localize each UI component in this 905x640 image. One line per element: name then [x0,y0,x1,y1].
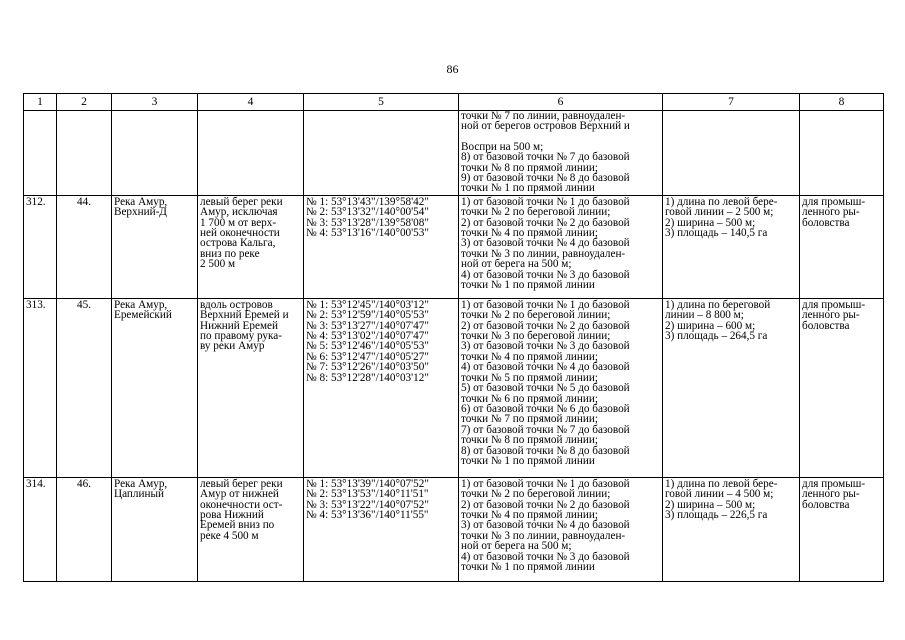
text-line: точки № 2 по береговой линии; [461,206,611,219]
text-line: 1) длина по левой бере- [665,477,778,490]
text-line: 9) от базовой точки № 8 до базовой [461,172,630,185]
text-line: точки № 6 по прямой линии; [461,392,598,405]
row-number: 312. [24,195,57,298]
text-line: 2) ширина – 600 м; [665,319,756,332]
text-line: 4) от базовой точки № 3 до базовой [461,268,630,281]
borders-description [459,195,663,298]
text-line: № 1: 53°12'45"/140°03'12" [306,298,429,311]
text-line: 4) от базовой точки № 4 до базовой [461,361,630,374]
text-line: 2) от базовой точки № 2 до базовой [461,319,630,332]
page-number: 86 [446,62,459,76]
area-size [663,298,800,477]
text-line: для промыш- [802,477,866,490]
text-line: 4) от базовой точки № 3 до базовой [461,550,630,563]
col-header-4: 4 [198,94,304,111]
text-line: 2) от базовой точки № 2 до базовой [461,498,630,511]
text-line: точки № 8 по прямой линии; [461,434,598,447]
text-line: точки № 7 по линии, равноудален- [461,110,626,122]
text-line: № 4: 53°13'36"/140°11'55" [306,509,429,522]
text-line: 2 500 м [200,258,236,271]
text-line: № 3: 53°13'27"/140°07'47" [306,319,429,332]
text-line: 1) от базовой точки № 1 до базовой [461,477,630,490]
col-header-6: 6 [459,94,663,111]
text-line: 3) от базовой точки № 4 до базовой [461,519,630,532]
text-line: боловства [802,319,850,332]
text-line: 6) от базовой точки № 6 до базовой [461,402,630,415]
text-line: № 4: 53°13'16"/140°00'53" [306,227,429,240]
area-size [663,477,800,581]
continuation-row [24,111,884,196]
cell [24,111,57,196]
text-line: Река Амур, [114,195,168,208]
cell [663,111,800,196]
text-line: точки № 2 по береговой линии; [461,309,611,322]
text-line: рова Нижний [200,509,264,522]
text-line: № 1: 53°13'39"/140°07'52" [306,477,429,490]
text-line: ной от берега на 500 м; [461,258,572,271]
text-line: Еремей вниз по [200,519,275,532]
text-line: говой линии – 4 500 м; [665,488,774,501]
text-line: вдоль островов [200,298,273,311]
text-line: острова Кальга, [200,237,276,250]
text-line: 2) ширина – 500 м; [665,216,756,229]
text-line: 1) длина по береговой [665,298,771,311]
text-line: точки № 5 по прямой линии; [461,371,598,384]
text-line: для промыш- [802,195,866,208]
text-line: левый берег реки [200,195,283,208]
area-purpose [800,195,884,298]
text-line: 3) от базовой точки № 3 до базовой [461,340,630,353]
text-line: ной от берега на 500 м; [461,540,572,553]
cell [57,111,112,196]
text-line: точки № 1 по прямой линии [461,561,595,574]
text-line: № 4: 53°13'02"/140°07'47" [306,330,429,343]
text-line: для промыш- [802,298,866,311]
table-row [24,195,884,298]
text-line: ленного ры- [802,206,860,219]
cell [112,111,198,196]
cell [304,111,459,196]
text-line: Река Амур, [114,298,168,311]
table-row [24,477,884,581]
text-line: 2) ширина – 500 м; [665,498,756,511]
text-line: левый берег реки [200,477,283,490]
text-line: оконечности ост- [200,498,283,511]
col-header-2: 2 [57,94,112,111]
text-line: реке 4 500 м [200,529,259,542]
area-name [112,298,198,477]
sub-number: 44. [57,195,112,298]
text-line: вниз по реке [200,247,260,260]
header-row [24,94,884,111]
area-purpose [800,477,884,581]
text-line: № 6: 53°12'47"/140°05'27" [306,350,429,363]
col-header-7: 7 [663,94,800,111]
text-line: 3) площадь – 140,5 га [665,227,768,240]
col-header-5: 5 [304,94,459,111]
text-line: точки № 4 по прямой линии; [461,350,598,363]
row-number: 313. [24,298,57,477]
sub-number: 45. [57,298,112,477]
text-line: боловства [802,216,850,229]
coordinates [304,195,459,298]
col-header-1: 1 [24,94,57,111]
text-line: 8) от базовой точки № 8 до базовой [461,444,630,457]
text-line: № 3: 53°13'22"/140°07'52" [306,498,429,511]
text-line: 1) от базовой точки № 1 до базовой [461,195,630,208]
text-line: 1) от базовой точки № 1 до базовой [461,298,630,311]
fishing-areas-table [23,93,884,582]
text-line: точки № 1 по прямой линии [461,454,595,467]
sub-number: 46. [57,477,112,581]
text-line: говой линии – 2 500 м; [665,206,774,219]
area-description [198,477,304,581]
text-line: точки № 4 по прямой линии; [461,509,598,522]
text-line: точки № 3 по линии, равноудален- [461,529,626,542]
coordinates [304,298,459,477]
col-header-3: 3 [112,94,198,111]
col-header-8: 8 [800,94,884,111]
borders-description [459,477,663,581]
text-line: 7) от базовой точки № 7 до базовой [461,423,630,436]
area-name [112,477,198,581]
text-line: точки № 8 по прямой линии; [461,161,598,174]
area-size [663,195,800,298]
text-line: точки № 3 по линии, равноудален- [461,247,626,260]
area-description [198,298,304,477]
text-line: № 3: 53°13'28"/139°58'08" [306,216,429,229]
text-line: Цаплиный [114,488,164,501]
text-line: точки № 1 по прямой линии [461,182,595,195]
area-description [198,195,304,298]
text-line: точки № 2 по береговой линии; [461,488,611,501]
text-line: Верхний Еремей и [200,309,289,322]
borders-description [459,298,663,477]
text-line: боловства [802,498,850,511]
cell [198,111,304,196]
text-line: Амур от нижней [200,488,279,501]
row-number: 314. [24,477,57,581]
text-line: 1 700 м от верх- [200,216,277,229]
text-line: 5) от базовой точки № 5 до базовой [461,382,630,395]
text-line: 3) площадь – 226,5 га [665,509,768,522]
text-line: Еремейский [114,309,172,322]
area-name [112,195,198,298]
coordinates [304,477,459,581]
text-line: № 8: 53°12'28"/140°03'12" [306,371,429,384]
text-line: точки № 7 по прямой линии; [461,413,598,426]
text-line: 2) от базовой точки № 2 до базовой [461,216,630,229]
text-line: ней оконечности [200,227,280,240]
text-line: № 7: 53°12'26"/140°03'50" [306,361,429,374]
text-line: точки № 4 по прямой линии; [461,227,598,240]
text-line: Верхний-Д [114,206,167,219]
text-line: ной от берегов островов Верхний и [461,120,630,133]
text-line: № 5: 53°12'46"/140°05'53" [306,340,429,353]
continuation-borders [459,111,663,196]
table-row [24,298,884,477]
text-line: точки № 1 по прямой линии [461,279,595,292]
text-line: Воспри на 500 м; [461,140,544,153]
text-line: 3) от базовой точки № 4 до базовой [461,237,630,250]
text-line: № 2: 53°13'53"/140°11'51" [306,488,429,501]
text-line: Река Амур, [114,477,168,490]
text-line: по правому рука- [200,330,282,343]
cell [800,111,884,196]
text-line: 1) длина по левой бере- [665,195,778,208]
text-line: ву реки Амур [200,340,265,353]
area-purpose [800,298,884,477]
text-line: № 2: 53°12'59"/140°05'53" [306,309,429,322]
text-line: № 1: 53°13'43"/139°58'42" [306,195,429,208]
text-line: 3) площадь – 264,5 га [665,330,768,343]
text-line: № 2: 53°13'32"/140°00'54" [306,206,429,219]
text-line: ленного ры- [802,309,860,322]
text-line: точки № 3 по береговой линии; [461,330,611,343]
text-line: ленного ры- [802,488,860,501]
text-line: линии – 8 800 м; [665,309,744,322]
text-line: Нижний Еремей [200,319,278,332]
text-line: 8) от базовой точки № 7 до базовой [461,151,630,164]
text-line: Амур, исключая [200,206,278,219]
